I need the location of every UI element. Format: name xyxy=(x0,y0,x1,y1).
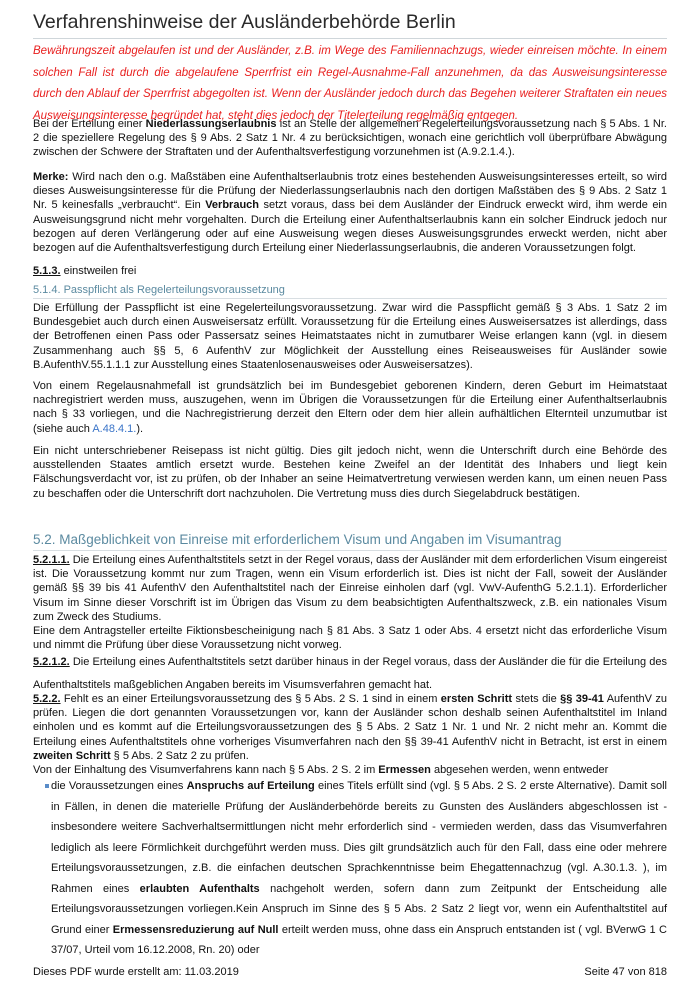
section-heading-5-2: 5.2. Maßgeblichkeit von Einreise mit erforderlichem Visum und Angaben im Visumantrag xyxy=(33,532,667,551)
paragraph-niederlassungserlaubnis: Bei der Erteilung einer Niederlassungserlaubnis ist an Stelle der allgemeinen Regelerteilungsvoraussetzung nach § 5 Abs. 1 Nr. 2 die speziellere Regelung des § 9 Abs. 2 Satz 1 Nr. 4 zu berücksichtigen, wonach eine gerichtlich voll überprüfbare Abwägung zwischen der Schwere der Straftaten und der Aufenthaltsverfestigung vorzunehmen ist (A.9.2.1.4.). xyxy=(33,118,667,159)
section-5-2-2: 5.2.2. Fehlt es an einer Erteilungsvoraussetzung des § 5 Abs. 2 S. 1 sind in einem ersten Schritt stets die §§ 39-41 AufenthV zu prüfen. Liegen die dort genannten Voraussetzungen vor, kann der Ausländer schon deshalb seinen Aufenthaltstitel im Inland einholen und es kommt auf die Erteilungsvoraussetzungen des § 5 Abs. 2 Satz 1 Nr. 1 und Nr. 2 nicht mehr an. Kommt die Erteilung eines Aufenthaltstitels ohne vorheriges Visumverfahren nach den §§ 39-41 AufenthV nicht in Betracht, ist erst in einem zweiten Schritt § 5 Abs. 2 Satz 2 zu prüfen. Von der Einhaltung des Visumverfahrens kann nach § 5 Abs. 2 S. 2 im Ermessen abgesehen werden, wenn entweder xyxy=(33,693,667,777)
section-number: 5.2.1.1. xyxy=(33,554,70,566)
paragraph-regelausnahmefall: Von einem Regelausnahmefall ist grundsätzlich bei im Bundesgebiet geborenen Kindern, deren Geburt im Heimatstaat nachregistriert werden muss, auszugehen, wenn im Übrigen die Voraussetzungen für die Erteilung einer Aufenthaltserlaubnis nach § 33 vorliegen, und die Nachregistrierung derzeit den Eltern oder dem hier allein aufhältlichen Elternteil unzumutbar ist (siehe auch A.48.4.1.). xyxy=(33,380,667,435)
bullet-icon xyxy=(45,784,49,788)
paragraph-reisepass: Ein nicht unterschriebener Reisepass ist nicht gültig. Dies gilt jedoch nicht, wenn die Unterschrift durch eine Behörde des ausstellenden Staates amtlich ersetzt wurde. Bestehen keine Zweifel an der Identität des Inhabers und liegt kein Fälschungsverdacht vor, ist zu prüfen, ob der Inhaber an seine Heimatvertretung verwiesen werden kann, um einen neuen Pass zu beschaffen oder die Unterschrift dort nachzuholen. Die Vertretung muss dies durch Siegelabdruck bestätigen. xyxy=(33,445,667,500)
footer-created-date: Dieses PDF wurde erstellt am: 11.03.2019 xyxy=(33,966,239,978)
list-item: die Voraussetzungen eines Anspruchs auf Erteilung eines Titels erfüllt sind (vgl. § 5 Abs. 2 S. 2 erste Alternative). Damit soll in Fällen, in denen die materielle Prüfung der Ausländerbehörde bereits zu Gunsten des Ausländers abgeschlossen ist - insbesondere weitere Sachverhaltsermittlungen nicht mehr erforderlich sind - vermieden werden, dass das Visumverfahren lediglich als leere Förmlichkeit durchgeführt werden muss. Dies gilt grundsätzlich auch für den Fall, dass eine oder mehrere Erteilungsvoraussetzungen, z.B. die einfachen deutschen Sprachkenntnisse beim Ehegattennachzug (vgl. A.30.1.3. ), im Rahmen eines erlaubten Aufenthalts nachgeholt werden, sofern dann zum Zeitpunkt der Entscheidung alle Erteilungsvoraussetzungen vorliegen.Kein Anspruch im Sinne des § 5 Abs. 2 Satz 2 liegt vor, wenn ein Aufenthaltstitel auf Grund einer Ermessensreduzierung auf Null erteilt werden muss, ohne dass ein Anspruch entstanden ist ( vgl. BVerwG 1 C 37/07, Urteil vom 16.12.2008, Rn. 20) oder xyxy=(33,776,667,961)
section-5-1-3: 5.1.3. einstweilen frei xyxy=(33,265,137,277)
reference-link[interactable]: A.48.4.1. xyxy=(92,422,137,435)
section-5-2-1-2: 5.2.1.2. Die Erteilung eines Aufenthaltstitels setzt darüber hinaus in der Regel voraus, dass der Ausländer die für die Erteilung des Aufenthaltstitels maßgeblichen Angaben bereits im Visumsverfahren gemacht hat. xyxy=(33,656,667,691)
paragraph-passpflicht: Die Erfüllung der Passpflicht ist eine Regelerteilungsvoraussetzung. Zwar wird die Passpflicht gemäß § 3 Abs. 1 Satz 2 im Bundesgebiet auch durch einen Ausweisersatz erfüllt. Voraussetzung für die Erteilung eines Ausweisersatzes ist allerdings, dass der Betroffenen einen Pass oder Passersatz seines Heimatstaates nicht in zumutbarer Weise erlangen kann (vgl. in diesem Zusammenhang auch §§ 5, 6 AufenthV zur Möglichkeit der Ausstellung eines Reiseausweises für Ausländer sowie B.AufenthV.55.1.1.1 zur Ausstellung eines Staatenlosenausweises oder Ausweisersatzes). xyxy=(33,302,667,371)
section-number: 5.2.1.2. xyxy=(33,656,70,668)
document-title: Verfahrenshinweise der Ausländerbehörde Berlin xyxy=(33,11,667,39)
paragraph-merke: Merke: Wird nach den o.g. Maßstäben eine Aufenthaltserlaubnis trotz eines bestehenden Ausweisungsinteresses erteilt, so wird dieses Ausweisungsinteresse für die Prüfung der Niederlassungserlaubnis nach den dortigen Maßstäben des § 9 Abs. 2 Satz 1 Nr. 5 keinesfalls „verbraucht“. Ein Verbrauch setzt voraus, dass bei dem Ausländer der Eindruck erweckt wird, ihm werde ein Ausweisungsgrund nicht mehr vorgehalten. Durch die Erteilung einer Aufenthaltserlaubnis kann ein solcher Eindruck jedoch nur bezogen auf deren Verlängerung oder auf eine Ausweisung wegen dieses Ausweisungsgrundes erweckt werden, nicht aber bezogen auf die Aufenthaltsverfestigung durch Erteilung einer Niederlassungserlaubnis, die anderen Voraussetzungen folgt. xyxy=(33,171,667,255)
section-heading-5-1-4: 5.1.4. Passpflicht als Regelerteilungsvoraussetzung xyxy=(33,284,667,299)
footer-page-number: Seite 47 von 818 xyxy=(584,966,667,978)
section-5-2-1-1: 5.2.1.1. Die Erteilung eines Aufenthaltstitels setzt in der Regel voraus, dass der Ausländer mit dem erforderlichen Visum eingereist ist. Die Voraussetzung kommt nur zum Tragen, wenn ein Visum erforderlich ist. Dies ist nicht der Fall, soweit der Ausländer gemäß §§ 39 bis 41 AufenthV den Aufenthaltstitel nach der Einreise einholen darf (vgl. VwV-AufenthG 5.2.1.1). Erforderlicher Visum im Sinne dieser Vorschrift ist im Übrigen das Visum zu dem beabsichtigten Aufenthaltszweck, z.B. ein nationales Visum zum Zweck des Studiums. Eine dem Antragsteller erteilte Fiktionsbescheinigung nach § 81 Abs. 3 Satz 1 oder Abs. 4 ersetzt nicht das erforderliche Visum und nimmt die Prüfung über diese Voraussetzung nicht vorweg. xyxy=(33,554,667,652)
section-number: 5.2.2. xyxy=(33,693,61,705)
intro-paragraph: Bewährungszeit abgelaufen ist und der Ausländer, z.B. im Wege des Familiennachzugs, wieder einreisen möchte. In einem solchen Fall ist durch die abgelaufene Sperrfrist ein Regel-Ausnahme-Fall anzunehmen, da das Ausweisungsinteresse durch den Ablauf der Sperrfrist abgegolten ist. Wenn der Ausländer jedoch durch das Begehen weiterer Straftaten ein neues Ausweisungsinteresse begründet hat, steht dies jedoch der Titelerteilung regelmäßig entgegen. xyxy=(33,45,667,122)
section-number: 5.1.3. xyxy=(33,265,61,277)
